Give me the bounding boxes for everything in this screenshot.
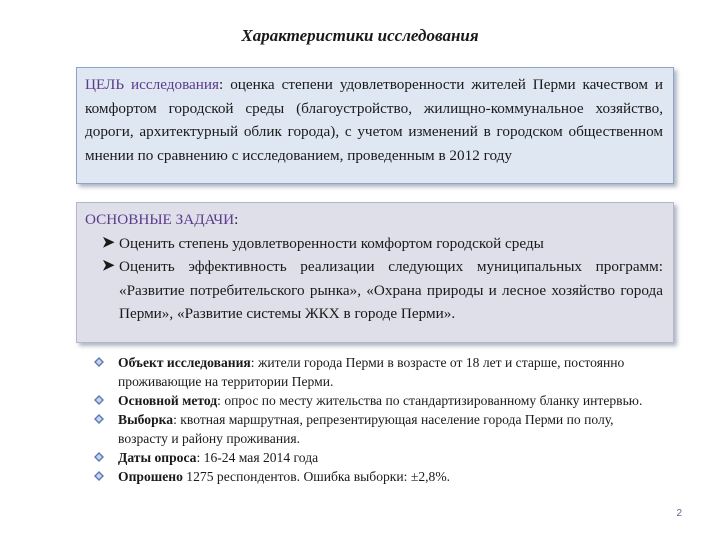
task-text: Оценить степень удовлетворенности комфортом городской среды bbox=[119, 234, 544, 252]
tasks-label: ОСНОВНЫЕ ЗАДАЧИ bbox=[85, 211, 235, 228]
diamond-bullet-icon bbox=[94, 395, 104, 405]
task-item bbox=[85, 232, 663, 256]
task-text: Оценить эффективность реализации следующих муниципальных программ: «Развитие потребительского рынка», «Охрана природы и лесное хозяйство города Перми», «Развитие системы ЖКХ в городе Перми». bbox=[119, 258, 663, 322]
diamond-bullet-icon bbox=[94, 357, 104, 367]
page-number: 2 bbox=[676, 508, 682, 519]
facts-list bbox=[92, 353, 652, 486]
fact-label: Даты опроса bbox=[118, 450, 197, 465]
list-item bbox=[92, 353, 652, 391]
fact-text: : опрос по месту жительства по стандартизированному бланку интервью. bbox=[217, 393, 643, 408]
fact-label: Объект исследования bbox=[118, 355, 251, 370]
page-title: Характеристики исследования bbox=[241, 26, 479, 45]
list-item bbox=[92, 391, 652, 410]
diamond-bullet-icon bbox=[94, 452, 104, 462]
list-item bbox=[92, 410, 652, 448]
fact-text: : жители города Перми в возрасте от 18 лет и старше, постоянно проживающие на территории Перми. bbox=[118, 355, 625, 389]
tasks-colon: : bbox=[234, 211, 239, 228]
tasks-box bbox=[76, 202, 674, 343]
arrow-bullet-icon: ➤ bbox=[102, 258, 115, 274]
list-item bbox=[92, 467, 652, 486]
diamond-bullet-icon bbox=[94, 471, 104, 481]
goal-text: : оценка степени удовлетворенности жителей Перми качеством и комфортом городской среды (благоустройство, жилищно-коммунальное хозяйство, дороги, архитектурный облик города), с учетом изменений в городском общественном мнении по сравнению с исследованием, проведенным в 2012 году bbox=[85, 76, 664, 164]
fact-label: Выборка bbox=[118, 412, 174, 427]
goal-label: ЦЕЛЬ исследования bbox=[85, 76, 220, 93]
fact-text: 1275 респондентов. Ошибка выборки: ±2,8%. bbox=[182, 469, 451, 484]
arrow-bullet-icon: ➤ bbox=[102, 234, 115, 251]
goal-box bbox=[76, 67, 674, 184]
fact-text: : квотная маршрутная, репрезентирующая население города Перми по полу, возрасту и району проживания. bbox=[118, 412, 614, 446]
fact-label: Опрошено bbox=[118, 469, 183, 484]
list-item bbox=[92, 448, 652, 467]
diamond-bullet-icon bbox=[94, 414, 104, 424]
tasks-heading bbox=[85, 208, 663, 232]
task-item bbox=[85, 255, 663, 326]
fact-text: : 16-24 мая 2014 года bbox=[196, 450, 319, 465]
fact-label: Основной метод bbox=[118, 393, 218, 408]
